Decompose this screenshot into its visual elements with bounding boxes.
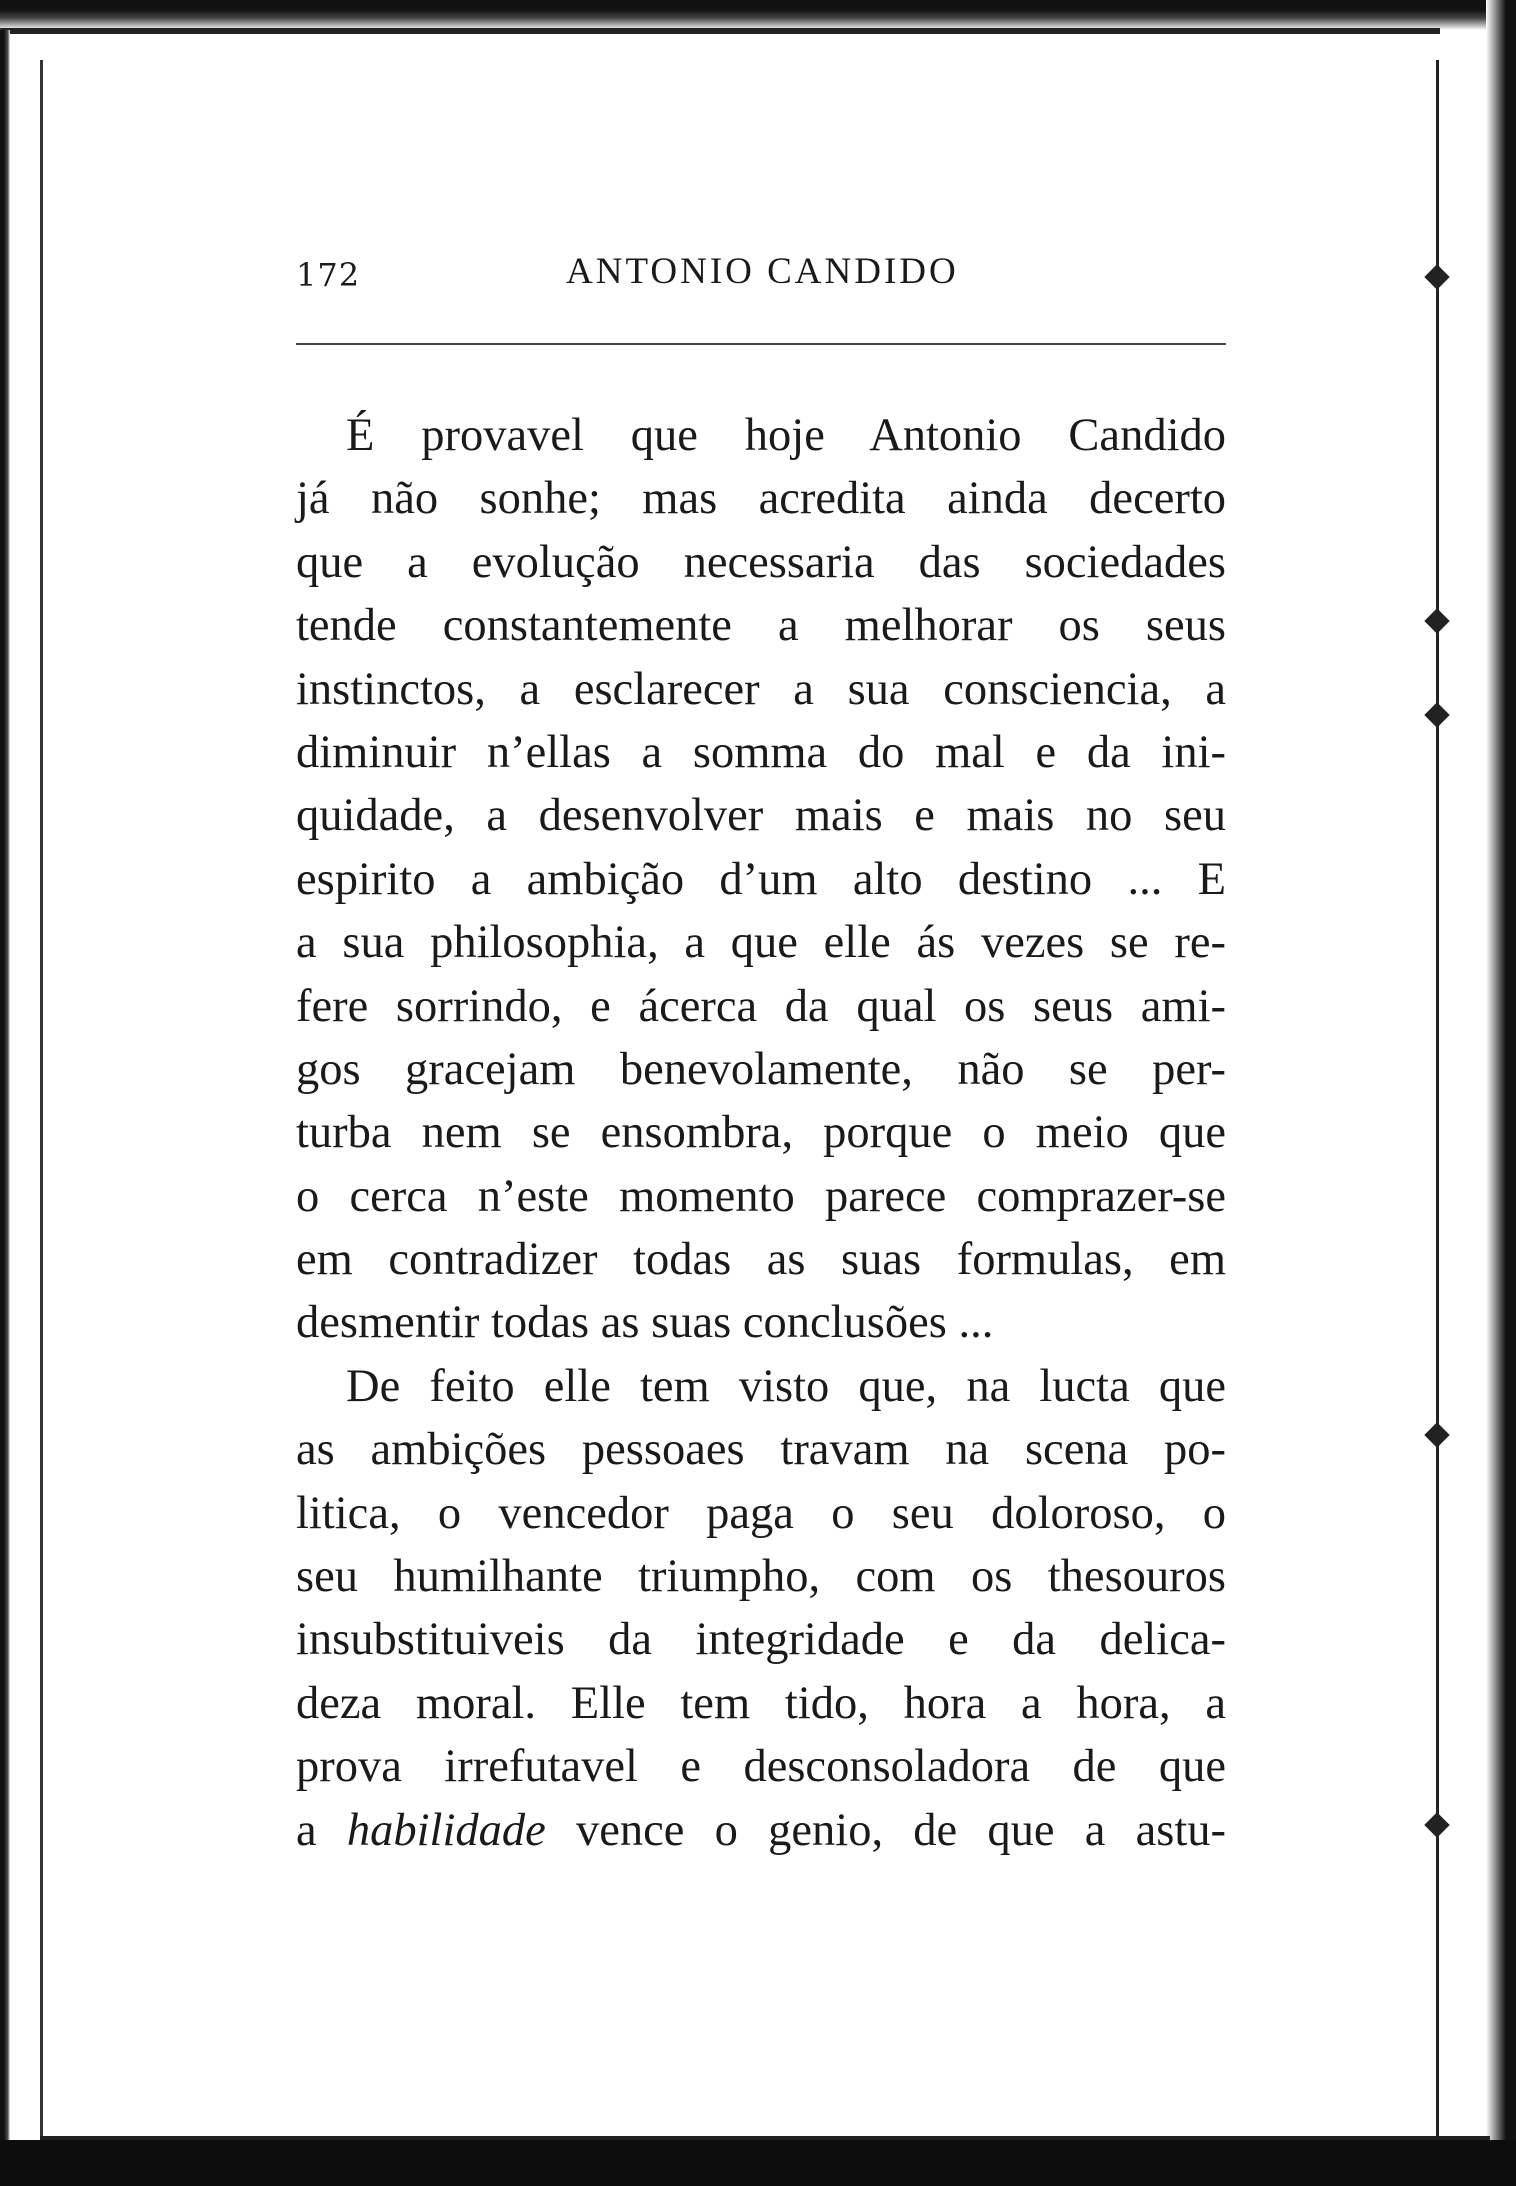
body-text	[296, 404, 1226, 1862]
scan-border-left	[0, 30, 10, 2186]
text-line: quidade, a desenvolver mais e mais no seu	[296, 790, 1226, 842]
italic-word: habilidade	[346, 1804, 546, 1856]
text-line: tende constantemente a melhorar os seus	[296, 600, 1226, 652]
margin-mark	[1424, 1812, 1449, 1837]
margin-mark	[1424, 264, 1449, 289]
page-number: 172	[296, 256, 361, 294]
margin-mark	[1424, 608, 1449, 633]
margin-mark	[1424, 702, 1449, 727]
page-header	[296, 250, 1226, 300]
text-line: fere sorrindo, e ácerca da qual os seus ami-	[296, 980, 1226, 1032]
margin-mark	[1424, 1422, 1449, 1447]
text-line: desmentir todas as suas conclusões ...	[296, 1297, 994, 1349]
line-prefix: a	[296, 1804, 317, 1856]
text-line: É provavel que hoje Antonio Candido	[346, 410, 1226, 461]
line-suffix: vence o genio, de que a astu-	[576, 1804, 1227, 1856]
text-line: gos gracejam benevolamente, não se per-	[296, 1043, 1226, 1095]
scan-border-bottom	[0, 2140, 1516, 2186]
scan-page-curl	[0, 28, 1440, 34]
text-line: espirito a ambição d’um alto destino ... E	[296, 853, 1226, 905]
page-edge-left	[40, 60, 43, 2150]
text-line: seu humilhante triumpho, com os thesouros	[296, 1551, 1226, 1603]
running-title: ANTONIO CANDIDO	[566, 251, 959, 292]
scan-border-top	[0, 0, 1516, 30]
text-line: prova irrefutavel e desconsoladora de que	[296, 1741, 1226, 1793]
header-rule	[296, 343, 1226, 345]
text-line: De feito elle tem visto que, na lucta que	[346, 1360, 1226, 1412]
text-line: insubstituiveis da integridade e da delica-	[296, 1614, 1226, 1666]
text-line: que a evolução necessaria das sociedades	[296, 536, 1226, 588]
text-line: litica, o vencedor paga o seu doloroso, o	[296, 1487, 1226, 1539]
text-line: em contradizer todas as suas formulas, em	[296, 1234, 1226, 1286]
scan-border-right	[1486, 0, 1516, 2186]
text-line: instinctos, a esclarecer a sua consciencia, a	[296, 663, 1226, 715]
text-line: as ambições pessoaes travam na scena po-	[296, 1424, 1226, 1476]
text-line: diminuir n’ellas a somma do mal e da ini-	[296, 726, 1226, 778]
text-line: a sua philosophia, a que elle ás vezes se re-	[296, 917, 1226, 969]
text-line: já não sonhe; mas acredita ainda decerto	[296, 473, 1226, 525]
text-line: o cerca n’este momento parece comprazer-se	[296, 1170, 1226, 1222]
text-line: turba nem se ensombra, porque o meio que	[296, 1107, 1226, 1159]
text-line-italic-mixed	[296, 1799, 1226, 1862]
text-line: deza moral. Elle tem tido, hora a hora, a	[296, 1677, 1226, 1729]
